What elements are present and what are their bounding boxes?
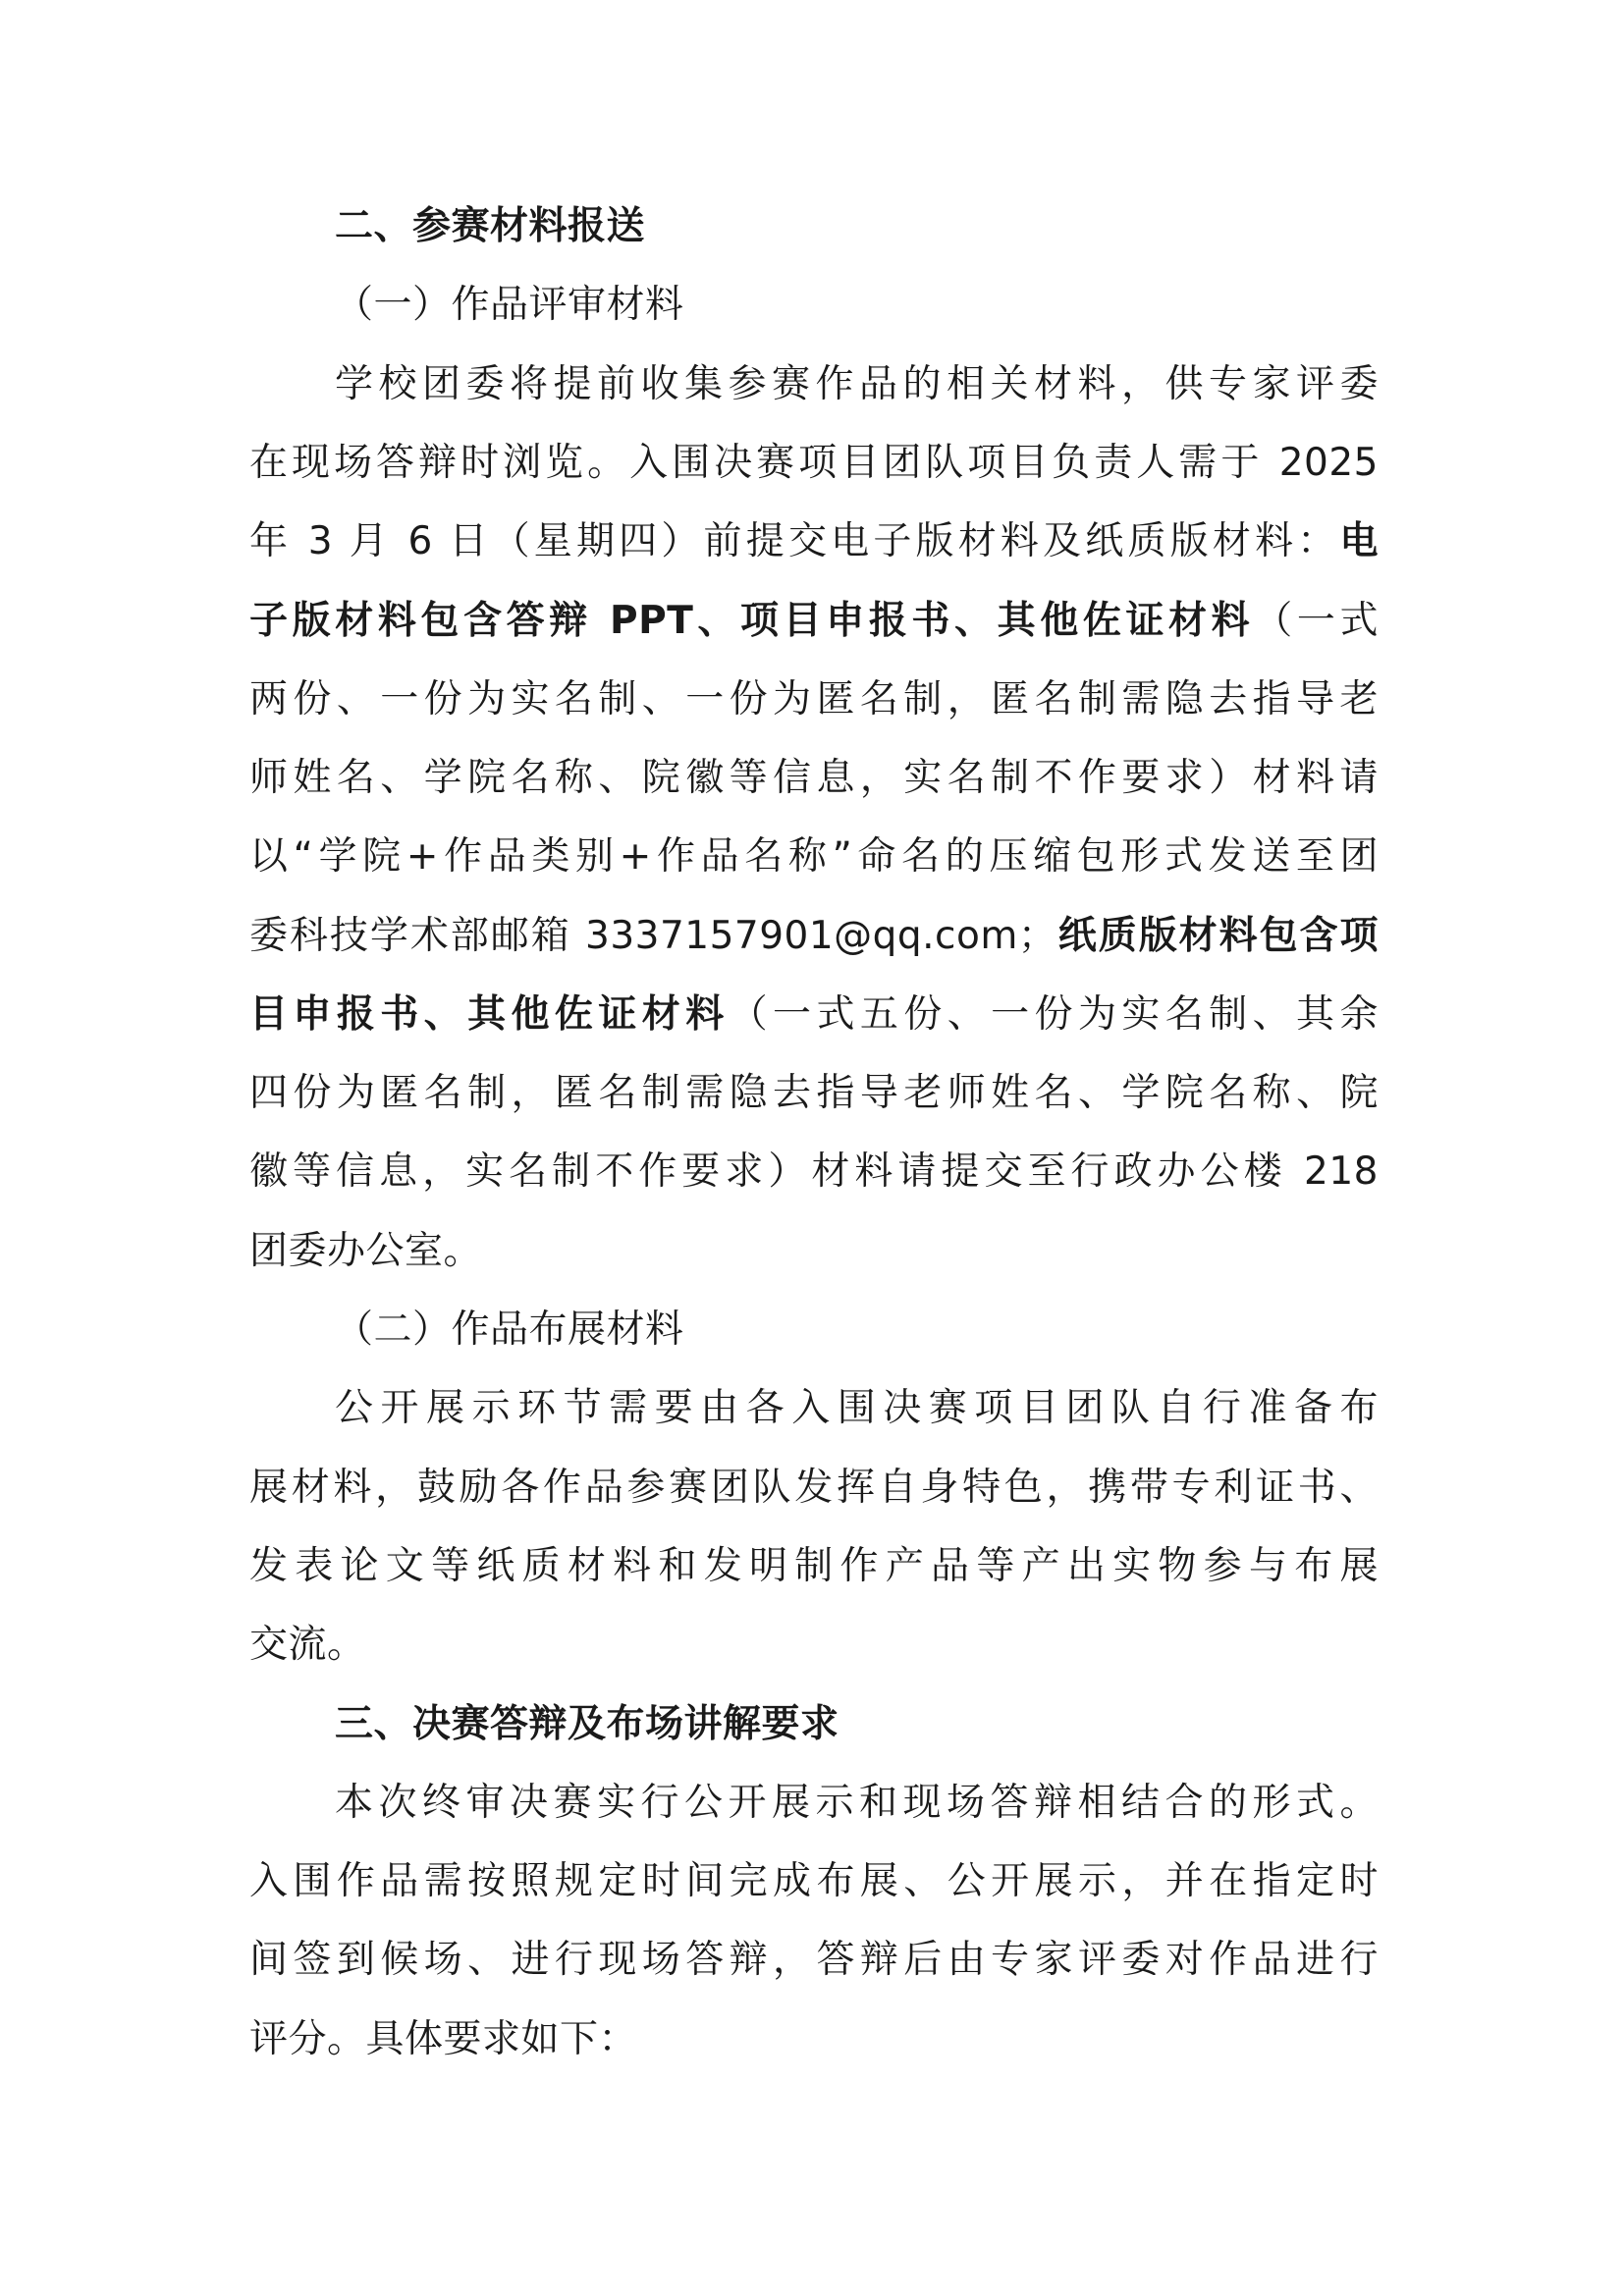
paragraph-line: 在现场答辩时浏览。入围决赛项目团队项目负责人需于 2025 [249,441,1379,485]
paragraph-line: 展材料，鼓励各作品参赛团队发挥自身特色，携带专利证书、 [249,1466,1379,1510]
paragraph-line: 交流。 [249,1623,366,1667]
subsection-heading-exhibition-materials: （二）作品布展材料 [335,1308,684,1352]
emphasis-text: 电 [1339,519,1379,563]
paragraph-line: 以“学院+作品类别+作品名称”命名的压缩包形式发送至团 [249,834,1379,879]
emphasis-text: 子版材料包含答辩 PPT、项目申报书、其他佐证材料 [249,599,1255,643]
paragraph-line: 间签到候场、进行现场答辩，答辩后由专家评委对作品进行 [249,1938,1379,1982]
paragraph-line: 两份、一份为实名制、一份为匿名制，匿名制需隐去指导老 [249,677,1379,721]
subsection-heading-review-materials: （一）作品评审材料 [335,283,684,327]
emphasis-text: 纸质版材料包含项 [1056,914,1379,958]
emphasis-text: 目申报书、其他佐证材料 [249,992,730,1037]
paragraph-line: 四份为匿名制，匿名制需隐去指导老师姓名、学院名称、院 [249,1071,1379,1115]
paragraph-line: 团委办公室。 [249,1229,483,1273]
paragraph-line: 年 3 月 6 日（星期四）前提交电子版材料及纸质版材料：电 [249,519,1379,563]
paragraph-line: 公开展示环节需要由各入围决赛项目团队自行准备布 [335,1386,1379,1430]
paragraph-line: 本次终审决赛实行公开展示和现场答辩相结合的形式。 [335,1781,1379,1825]
email-text: 委科技学术部邮箱 3337157901@qq.com； [249,914,1057,958]
paragraph-line: 评分。具体要求如下： [249,2017,638,2061]
paragraph-line: 学校团委将提前收集参赛作品的相关材料，供专家评委 [335,362,1379,406]
section-heading-materials: 二、参赛材料报送 [335,204,646,248]
paragraph-line: 入围作品需按照规定时间完成布展、公开展示，并在指定时 [249,1859,1379,1903]
paragraph-line: 徽等信息，实名制不作要求）材料请提交至行政办公楼 218 [249,1149,1379,1194]
paragraph-line: 发表论文等纸质材料和发明制作产品等产出实物参与布展 [249,1544,1379,1588]
section-heading-final-defense: 三、决赛答辩及布场讲解要求 [335,1702,839,1746]
paragraph-line [249,907,1379,966]
paragraph-line: 子版材料包含答辩 PPT、项目申报书、其他佐证材料（一式 [249,599,1379,643]
paragraph-line: 师姓名、学院名称、院徽等信息，实名制不作要求）材料请 [249,756,1379,800]
paragraph-line: 目申报书、其他佐证材料（一式五份、一份为实名制、其余 [249,992,1379,1037]
